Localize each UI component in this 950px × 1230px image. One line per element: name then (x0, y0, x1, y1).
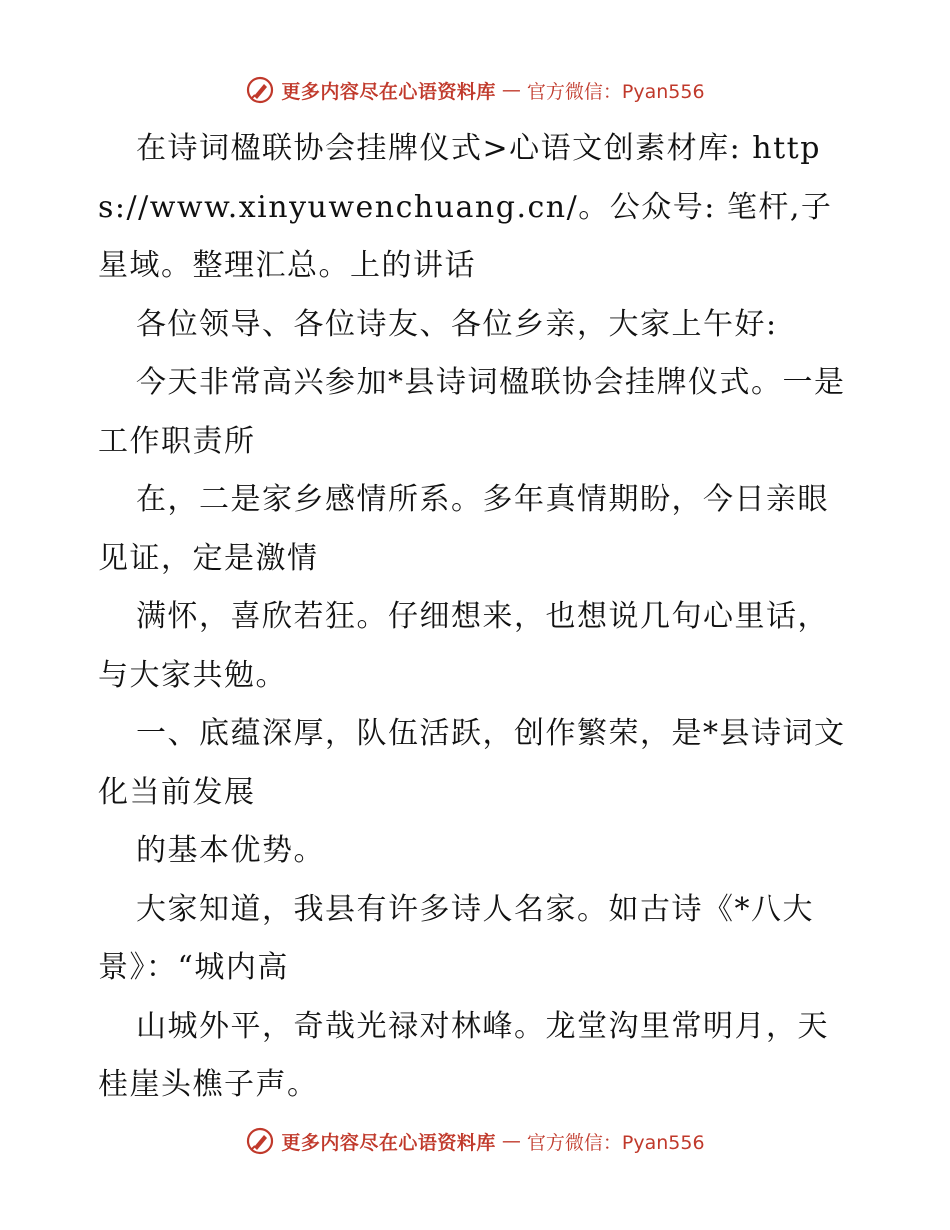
paragraph: 大家知道，我县有许多诗人名家。如古诗《*八大景》：“城内高 (98, 891, 814, 985)
section-heading: 一、底蕴深厚，队伍活跃，创作繁荣，是*县诗词文化当前发展 (98, 716, 846, 810)
pen-logo-icon (245, 75, 275, 105)
watermark-site-text: 更多内容尽在心语资料库 (281, 80, 496, 103)
footer-watermark (0, 1121, 950, 1161)
header-watermark (0, 70, 950, 110)
paragraph: 山城外平，奇哉光禄对林峰。龙堂沟里常明月，天桂崖头樵子声。 (98, 1008, 829, 1102)
paragraph: 的基本优势。 (136, 833, 325, 868)
watermark-separator: — (501, 1130, 521, 1152)
paragraph-title: 在诗词楹联协会挂牌仪式>心语文创素材库: https://www.xinyuwenchuang.cn/。公众号: 笔杆,子星域。整理汇总。上的讲话 (98, 131, 833, 283)
watermark-separator: — (501, 79, 521, 101)
watermark-site-text: 更多内容尽在心语资料库 (281, 1131, 496, 1154)
document-body (98, 120, 858, 1115)
paragraph: 今天非常高兴参加*县诗词楹联协会挂牌仪式。一是工作职责所 (98, 365, 846, 459)
pen-logo-icon (245, 1126, 275, 1156)
paragraph: 在，二是家乡感情所系。多年真情期盼，今日亲眼见证，定是激情 (98, 482, 829, 576)
paragraph-greeting: 各位领导、各位诗友、各位乡亲，大家上午好: (136, 306, 778, 342)
watermark-wechat-text: 官方微信：Pyan556 (526, 1131, 705, 1154)
watermark-wechat-text: 官方微信：Pyan556 (526, 80, 705, 103)
paragraph: 满怀，喜欣若狂。仔细想来，也想说几句心里话，与大家共勉。 (98, 599, 829, 693)
